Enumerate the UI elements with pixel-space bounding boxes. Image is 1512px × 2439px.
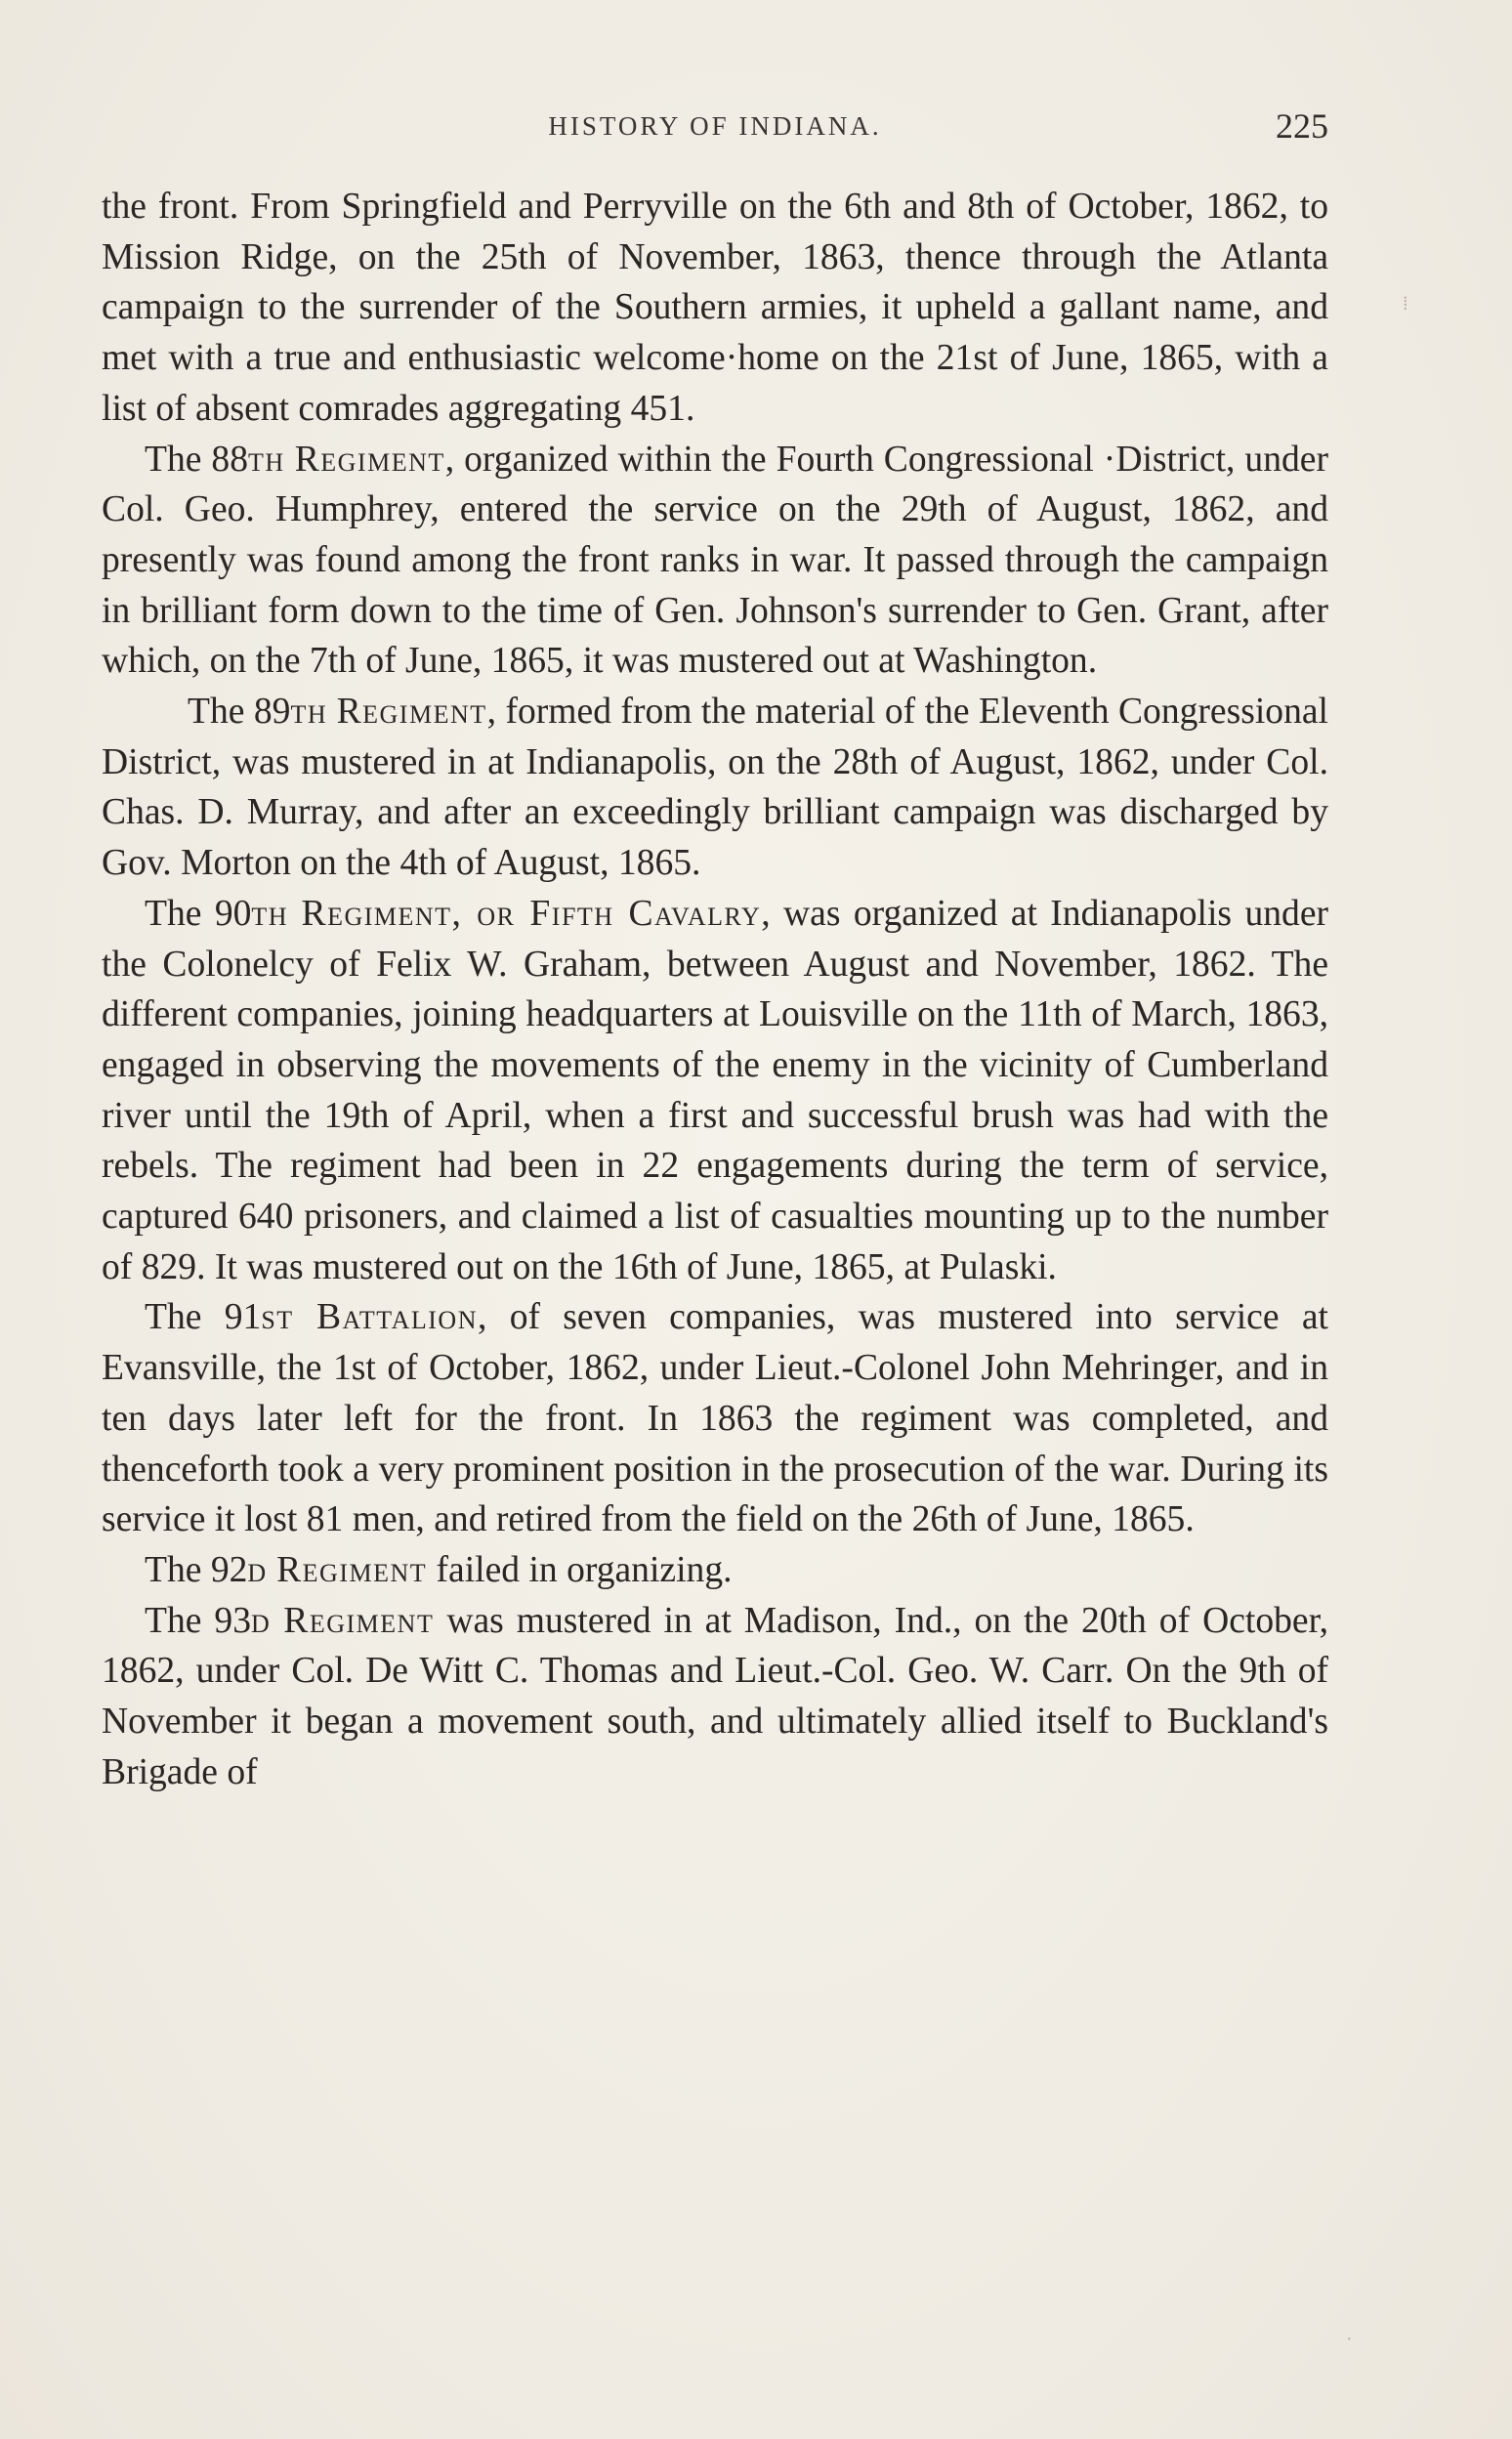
ordinal-suffix: th [290,692,328,733]
paragraph-lead: The 91 [145,1297,262,1338]
margin-speck: · [1346,2329,1353,2350]
paragraph-text: was mustered in at Madison, Ind., on the 20th of October, 1862, under Col. De Witt C. Thomas and Lieut.-Col. Geo. W. Carr. On the 9th of November it began a movement south, and ultimately allied itself to Buckland's Brigade of [102,1600,1329,1792]
ordinal-suffix: th [248,439,285,480]
margin-speck: ⁞ [1403,293,1408,315]
ordinal-suffix: d [251,1600,272,1641]
paragraph-text: , formed from the material of the Eleventh Congressional District, was mustered in at Indianapolis, on the 28th of August, 1862, under Col. Chas. D. Murray, and after an exceedingly brilliant campaign was discharged by Gov. Morton on the 4th of August, 1865. [102,692,1328,884]
paragraph-90th-regiment [102,889,1328,1293]
unit-name: Regiment [283,1600,435,1641]
paragraph-lead: The 93 [145,1600,251,1641]
paragraph-continuation [102,182,1328,435]
ordinal-suffix: st [261,1297,294,1338]
unit-name: Regiment [276,1549,428,1590]
running-head: HISTORY OF INDIANA. [548,111,882,141]
paragraph-93d-regiment [102,1596,1328,1798]
paragraph-88th-regiment [102,435,1328,688]
unit-name: Regiment, or Fifth Cavalry [301,893,762,934]
body-text [102,182,1328,1798]
paragraph-lead: The 88 [145,439,249,480]
page-header [102,105,1328,152]
ordinal-suffix: d [247,1549,268,1590]
ordinal-suffix: th [251,893,289,934]
unit-name: Regiment [294,439,445,480]
paragraph-lead: The 89 [188,692,291,733]
paragraph-91st-battalion [102,1292,1328,1545]
paragraph-89th-regiment [102,687,1328,889]
paragraph-text: , organized within the Fourth Congressional ·District, under Col. Geo. Humphrey, entered the service on the 29th of August, 1862, and presently was found among the front ranks in war. It passed through the campaign in brilliant form down to the time of Gen. Johnson's surrender to Gen. Grant, after which, on the 7th of June, 1865, it was mustered out at Washington. [102,439,1328,682]
paragraph-text: the front. From Springfield and Perryville on the 6th and 8th of October, 1862, to Mission Ridge, on the 25th of November, 1863, thence through the Atlanta campaign to the surrender of the Southern armies, it upheld a gallant name, and met with a true and enthusiastic welcome·home on the 21st of June, 1865, with a list of absent comrades aggregating 451. [102,187,1328,429]
paragraph-text: failed in organizing. [427,1549,733,1590]
paragraph-text: , of seven companies, was mustered into service at Evansville, the 1st of October, 1862, under Lieut.-Colonel John Mehringer, and in ten days later left for the front. In 1863 the regiment was completed, and thenceforth took a very prominent position in the prosecution of the war. During its service it lost 81 men, and retired from the field on the 26th of June, 1865. [102,1297,1328,1540]
paragraph-lead: The 92 [145,1549,248,1590]
paragraph-lead: The 90 [145,893,252,934]
paragraph-text: , was organized at Indianapolis under the Colonelcy of Felix W. Graham, between August and November, 1862. The different companies, joining headquarters at Louisville on the 11th of March, 1863, engaged in observing the movements of the enemy in the vicinity of Cumberland river until the 19th of April, when a first and successful brush was had with the rebels. The regiment had been in 22 engagements during the term of service, captured 640 prisoners, and claimed a list of casualties mounting up to the number of 829. It was mustered out on the 16th of June, 1865, at Pulaski. [102,893,1329,1287]
paragraph-92d-regiment [102,1545,1328,1596]
unit-name: Regiment [336,692,487,733]
unit-name: Battalion [315,1297,478,1338]
page-number: 225 [1276,106,1328,146]
